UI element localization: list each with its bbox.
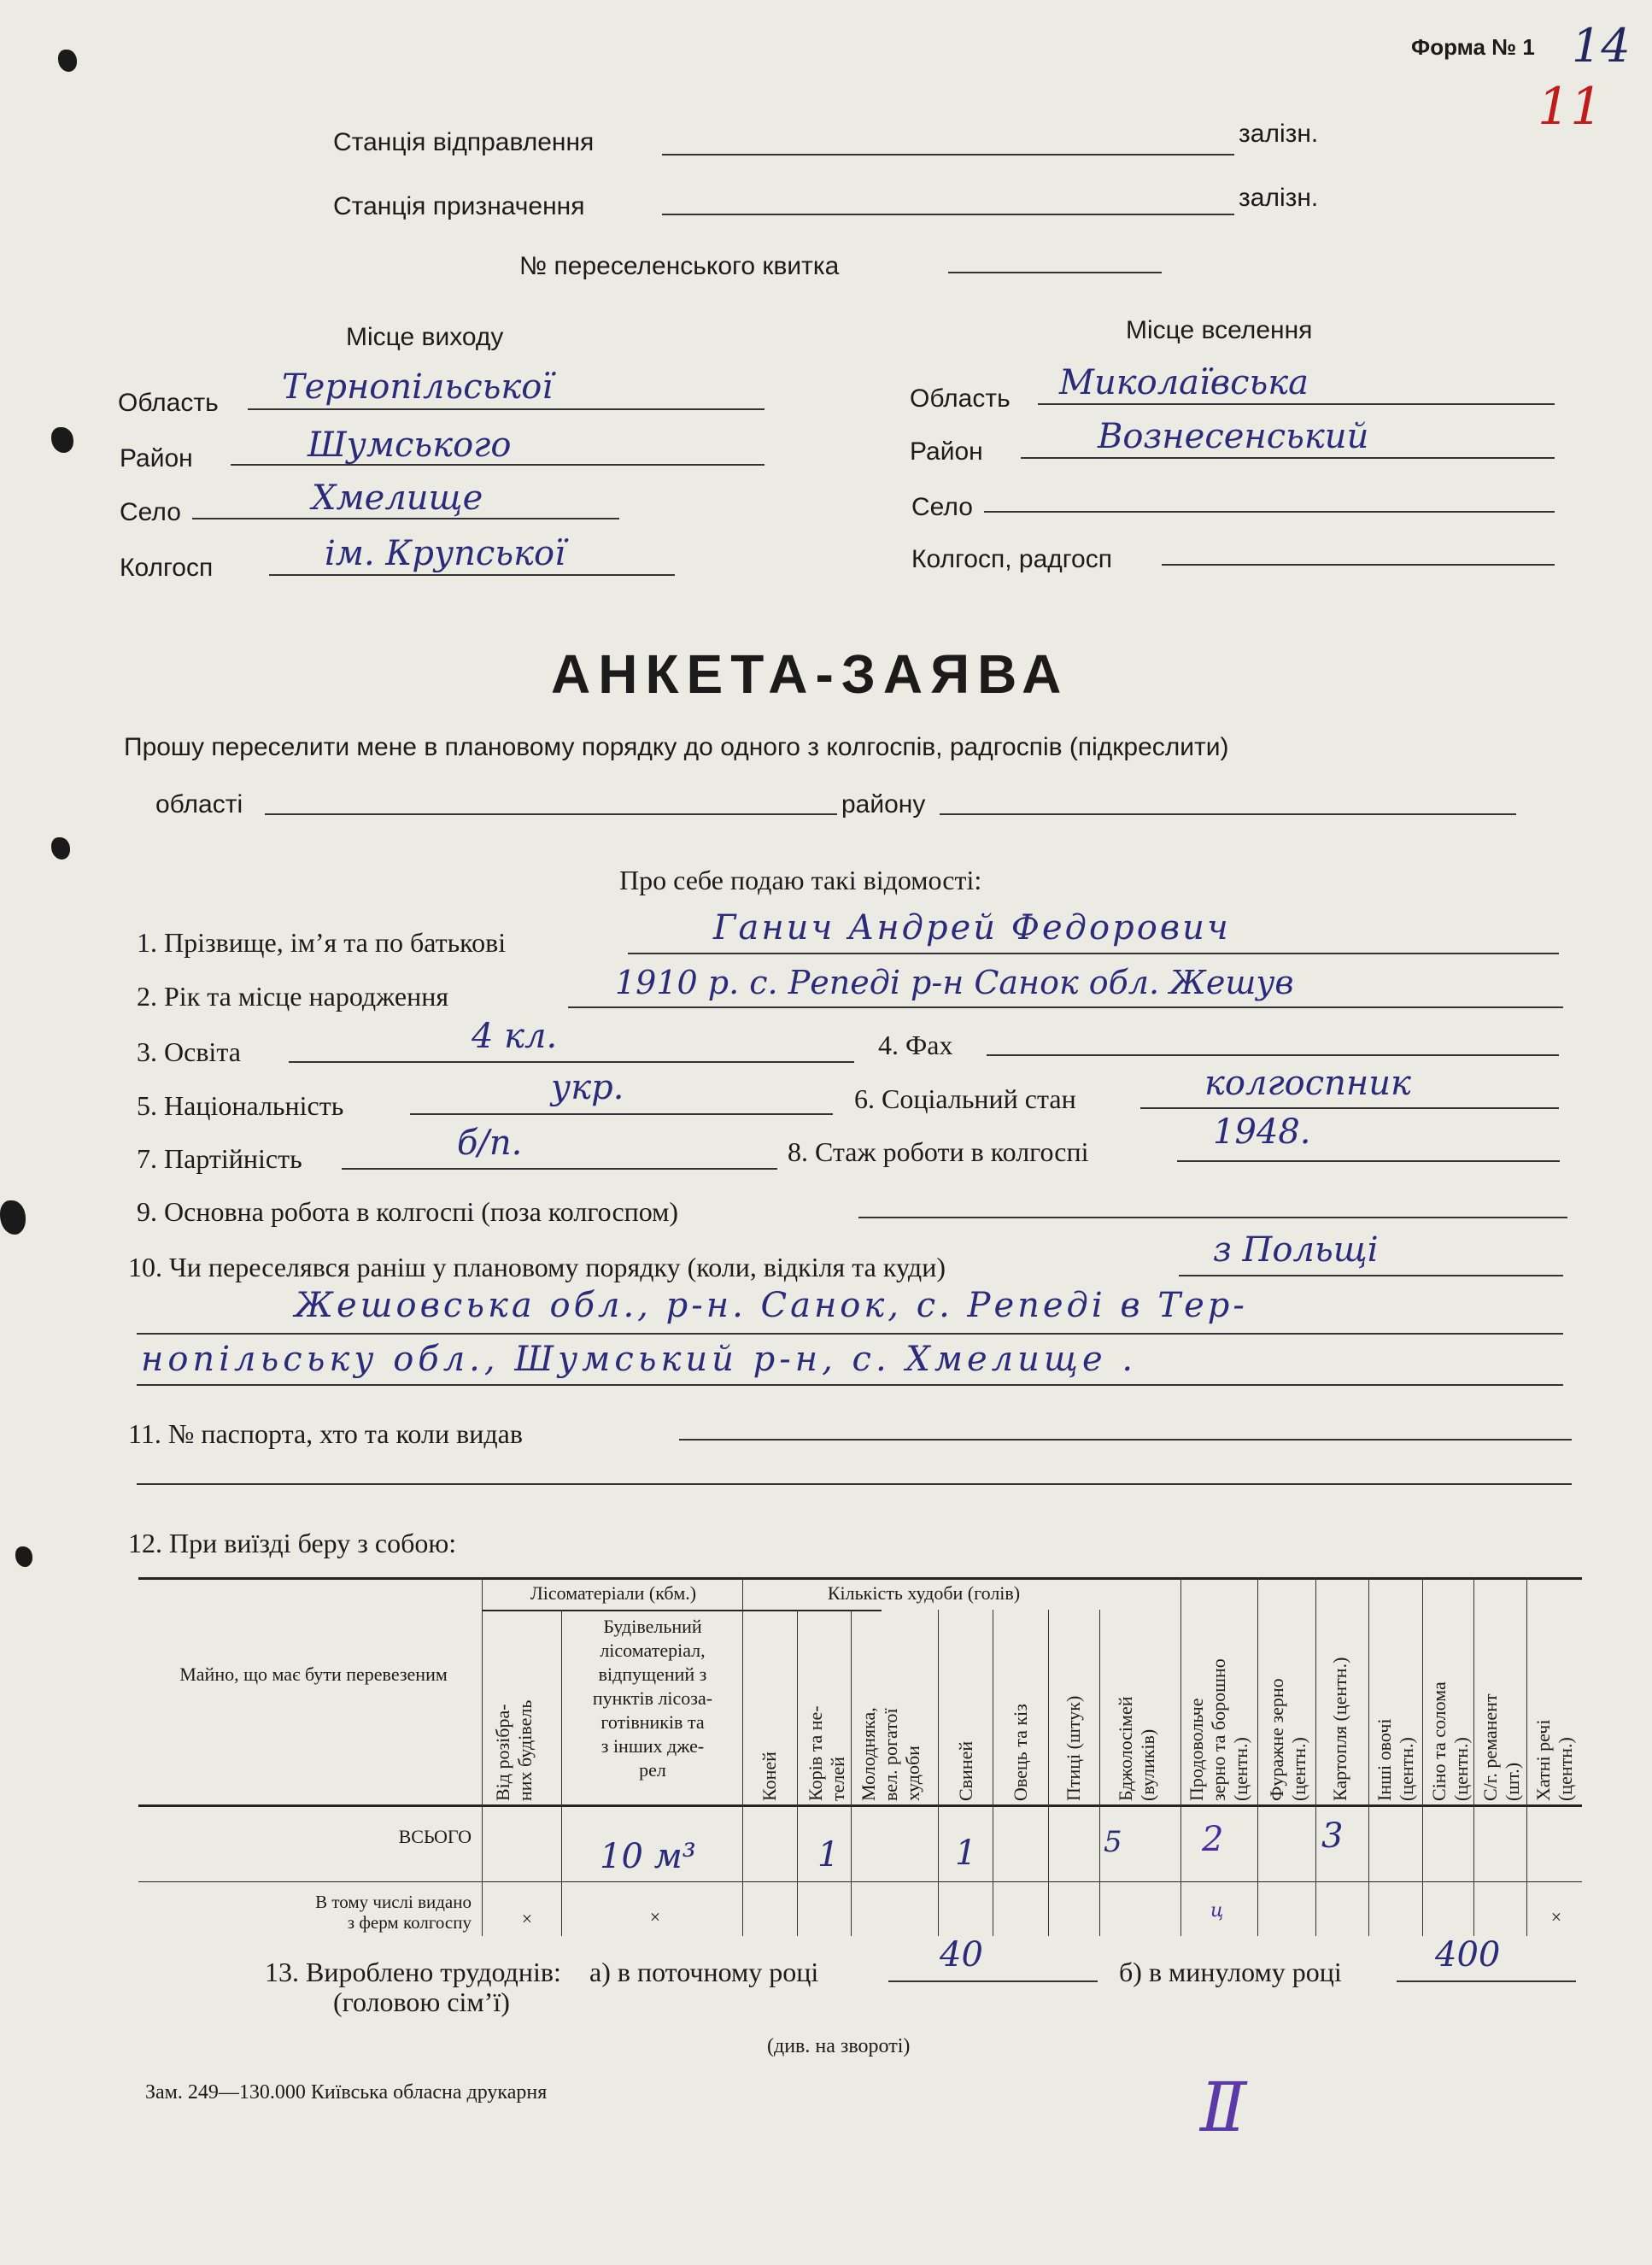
field-11-line bbox=[679, 1439, 1572, 1441]
field-7-line bbox=[342, 1168, 777, 1170]
origin-title: Місце виходу bbox=[346, 323, 504, 351]
field-11-line-2 bbox=[137, 1483, 1572, 1485]
workdays-past-value: 400 bbox=[1435, 1935, 1501, 1975]
origin-raion-value: Шумського bbox=[308, 425, 512, 465]
field-2-label: 2. Рік та місце народження bbox=[137, 981, 449, 1012]
row-farm-label: В тому числі видано з ферм колгоспу bbox=[315, 1892, 472, 1933]
col-hay: Сіно та солома (центн.) bbox=[1428, 1681, 1472, 1801]
origin-oblast-label: Область bbox=[118, 389, 219, 417]
field-10-value-2: Жешовська обл., р-н. Санок, с. Репеді в Тер- bbox=[295, 1286, 1248, 1325]
form-number: Форма № 1 bbox=[1411, 34, 1535, 60]
field-4-line bbox=[987, 1054, 1559, 1056]
field-3-line bbox=[289, 1061, 854, 1063]
col-household: Хатні речі (центн.) bbox=[1532, 1719, 1576, 1801]
destination-station-label: Станція призначення bbox=[333, 192, 585, 220]
col-young: Молодняка, вел. рогатої худоби bbox=[858, 1707, 923, 1801]
see-back-note: (див. на звороті) bbox=[767, 2035, 911, 2057]
page-number-mark: 14 bbox=[1572, 19, 1631, 73]
col-line bbox=[1315, 1577, 1316, 1936]
oblasti-line bbox=[265, 813, 837, 815]
col-line bbox=[1048, 1610, 1049, 1936]
total-timber: 10 м³ bbox=[600, 1837, 696, 1876]
origin-selo-value: Хмелище bbox=[312, 478, 483, 518]
total-potato: 3 bbox=[1321, 1816, 1344, 1856]
dest-oblast-line bbox=[1038, 403, 1555, 405]
col-horses: Коней bbox=[759, 1752, 780, 1801]
workdays-current-value: 40 bbox=[940, 1935, 983, 1975]
col-line bbox=[482, 1577, 483, 1936]
bottom-handwritten-mark: Ⅱ bbox=[1200, 2068, 1247, 2147]
total-birds: 5 bbox=[1104, 1825, 1122, 1859]
origin-oblast-value: Тернопільської bbox=[282, 367, 554, 407]
punch-hole bbox=[51, 427, 73, 453]
workdays-past-label: б) в минулому році bbox=[1119, 1957, 1342, 1987]
field-2-line bbox=[568, 1006, 1563, 1008]
total-food-grain: 2 bbox=[1202, 1820, 1224, 1859]
punch-hole bbox=[58, 50, 77, 72]
origin-kolhosp-label: Колгосп bbox=[120, 554, 214, 582]
group-cattle-header: Кількість худоби (голів) bbox=[827, 1582, 1021, 1604]
field-3-label: 3. Освіта bbox=[137, 1036, 241, 1067]
dest-kolhosp-line bbox=[1162, 564, 1555, 566]
col-pigs: Свиней bbox=[955, 1740, 976, 1801]
document-title: АНКЕТА-ЗАЯВА bbox=[551, 643, 1069, 705]
col-tools: С/г. реманент (шт.) bbox=[1479, 1693, 1523, 1801]
table-top-line bbox=[138, 1577, 1582, 1580]
field-1-value: Ганич Андрей Федорович bbox=[713, 908, 1231, 948]
field-5-line bbox=[410, 1113, 833, 1115]
field-8-label: 8. Стаж роботи в колгоспі bbox=[788, 1136, 1089, 1167]
punch-hole bbox=[0, 1200, 26, 1235]
field-5-label: 5. Національність bbox=[137, 1090, 344, 1121]
departure-station-label: Станція відправлення bbox=[333, 128, 595, 156]
dest-raion-line bbox=[1021, 457, 1555, 459]
departure-rail-label: залізн. bbox=[1239, 120, 1319, 148]
dest-selo-label: Село bbox=[911, 493, 973, 521]
origin-selo-line bbox=[192, 518, 619, 519]
farm-dismantled: × bbox=[521, 1908, 533, 1929]
col-birds: Птиці (штук) bbox=[1063, 1695, 1084, 1801]
punch-hole bbox=[51, 837, 70, 860]
field-7-value: б/п. bbox=[457, 1124, 523, 1163]
workdays-past-line bbox=[1397, 1980, 1576, 1982]
col-line bbox=[797, 1610, 798, 1936]
field-4-label: 4. Фах bbox=[878, 1030, 953, 1060]
request-text: Прошу переселити мене в плановому порядку до одного з колгоспів, радгоспів (підкреслити) bbox=[124, 733, 1229, 761]
origin-selo-label: Село bbox=[120, 498, 181, 526]
field-10-label: 10. Чи переселявся раніш у плановому порядку (коли, відкіля та куди) bbox=[128, 1252, 946, 1282]
col-line bbox=[1368, 1577, 1369, 1936]
field-6-value: колгоспник bbox=[1204, 1064, 1411, 1103]
col-food-grain: Продовольче зерно та борошно (центн.) bbox=[1186, 1658, 1251, 1801]
field-8-line bbox=[1177, 1160, 1560, 1162]
col-vegetables: Інші овочі (центн.) bbox=[1374, 1718, 1417, 1801]
table-header-bottom bbox=[138, 1804, 1582, 1807]
dest-kolhosp-label: Колгосп, радгосп bbox=[911, 545, 1112, 573]
col-line bbox=[1473, 1577, 1474, 1936]
dest-oblast-value: Миколаївська bbox=[1059, 363, 1309, 402]
dest-oblast-label: Область bbox=[910, 384, 1011, 413]
punch-hole bbox=[15, 1546, 32, 1567]
farm-timber: × bbox=[649, 1906, 661, 1928]
field-12-label: 12. При виїзді беру з собою: bbox=[128, 1528, 457, 1558]
row-total-label: ВСЬОГО bbox=[398, 1826, 472, 1847]
col-potato: Картопля (центн.) bbox=[1329, 1657, 1350, 1801]
field-8-value: 1948. bbox=[1213, 1112, 1311, 1152]
workdays-current-label: а) в поточному році bbox=[589, 1957, 819, 1987]
col-fodder: Фуражне зерно (центн.) bbox=[1266, 1678, 1309, 1801]
group-divider bbox=[482, 1610, 882, 1611]
table-row-divider bbox=[138, 1881, 1582, 1882]
total-cows: 1 bbox=[817, 1835, 840, 1875]
group-timber-header: Лісоматеріали (кбм.) bbox=[530, 1582, 697, 1604]
about-text: Про себе подаю такі відомості: bbox=[619, 865, 982, 895]
field-9-line bbox=[858, 1217, 1567, 1218]
field-1-label: 1. Прізвище, ім’я та по батькові bbox=[137, 927, 507, 958]
field-9-label: 9. Основна робота в колгоспі (поза колгоспом) bbox=[137, 1196, 679, 1227]
field-10-value-3: нопільську обл., Шумський р-н, с. Хмелище . bbox=[141, 1340, 1138, 1379]
origin-oblast-line bbox=[248, 408, 764, 410]
dest-raion-value: Вознесенський bbox=[1098, 417, 1369, 456]
col-line bbox=[561, 1610, 562, 1936]
col-line bbox=[742, 1577, 743, 1936]
total-pigs: 1 bbox=[955, 1834, 977, 1873]
col-line bbox=[1180, 1577, 1181, 1936]
printer-note: Зам. 249—130.000 Київська обласна друкарня bbox=[145, 2081, 548, 2104]
departure-station-line bbox=[662, 154, 1234, 155]
col-line bbox=[1099, 1610, 1100, 1936]
field-1-line bbox=[628, 953, 1559, 954]
field-10-line-3 bbox=[137, 1384, 1563, 1386]
destination-title: Місце вселення bbox=[1126, 316, 1313, 344]
field-6-label: 6. Соціальний стан bbox=[854, 1083, 1076, 1114]
col-dismantled: Від розібра- них будівель bbox=[492, 1699, 536, 1801]
workdays-current-line bbox=[888, 1980, 1098, 1982]
origin-raion-label: Район bbox=[120, 444, 193, 472]
oblasti-label: області bbox=[155, 790, 243, 819]
red-page-mark: 11 bbox=[1538, 77, 1603, 137]
raionu-line bbox=[940, 813, 1516, 815]
col-bees: Бджолосімей (вуликів) bbox=[1115, 1696, 1158, 1801]
field-10-line bbox=[1179, 1275, 1563, 1276]
col-line bbox=[1422, 1577, 1423, 1936]
farm-food-grain: ц bbox=[1210, 1900, 1224, 1922]
ticket-number-line bbox=[948, 272, 1162, 273]
col-property-header: Майно, що має бути перевезеним bbox=[179, 1664, 448, 1685]
field-10-line-2 bbox=[137, 1333, 1563, 1335]
farm-household: × bbox=[1550, 1906, 1562, 1928]
destination-station-line bbox=[662, 214, 1234, 215]
origin-kolhosp-line bbox=[269, 574, 675, 576]
origin-kolhosp-value: ім. Крупської bbox=[325, 534, 565, 573]
field-2-value: 1910 р. с. Репеді р-н Санок обл. Жешув bbox=[615, 964, 1294, 1001]
col-line bbox=[1257, 1577, 1258, 1936]
field-6-line bbox=[1140, 1107, 1559, 1109]
col-building-timber: Будівельний лісоматеріал, відпущений з пунктів лісоза- готівників та з інших дже- рел bbox=[592, 1616, 713, 1781]
col-sheep: Овець та кіз bbox=[1010, 1704, 1031, 1801]
ticket-number-label: № переселенського квитка bbox=[519, 252, 840, 280]
col-line bbox=[1526, 1577, 1527, 1936]
dest-selo-line bbox=[984, 511, 1555, 513]
destination-rail-label: залізн. bbox=[1239, 184, 1319, 212]
field-5-value: укр. bbox=[551, 1068, 624, 1107]
col-cows: Корів та не- телей bbox=[805, 1705, 848, 1801]
col-line bbox=[938, 1610, 939, 1936]
workdays-label: 13. Вироблено трудоднів: bbox=[265, 1957, 561, 1987]
field-3-value: 4 кл. bbox=[472, 1017, 558, 1056]
field-7-label: 7. Партійність bbox=[137, 1143, 302, 1174]
workdays-sub: (головою сім’ї) bbox=[333, 1986, 510, 2017]
property-table bbox=[138, 1577, 1582, 1936]
field-11-label: 11. № паспорта, хто та коли видав bbox=[128, 1418, 523, 1449]
field-10-value-1: з Польщі bbox=[1213, 1230, 1379, 1270]
col-line bbox=[851, 1610, 852, 1936]
raionu-label: району bbox=[841, 790, 926, 819]
dest-raion-label: Район bbox=[910, 437, 983, 466]
